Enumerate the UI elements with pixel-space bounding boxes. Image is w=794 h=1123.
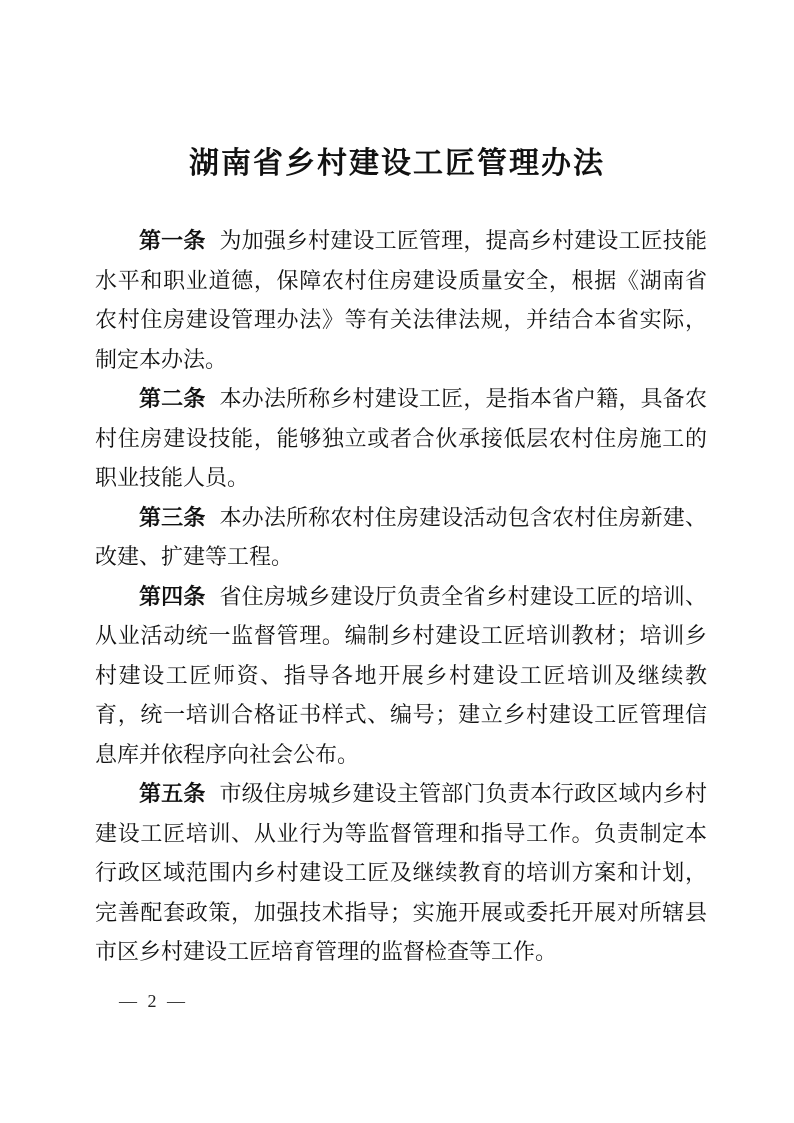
article-1-text: 为加强乡村建设工匠管理，提高乡村建设工匠技能水平和职业道德，保障农村住房建设质量安全，根据《湖南省农村住房建设管理办法》等有关法律法规，并结合本省实际，制定本办法。 — [95, 228, 707, 372]
article-4-label: 第四条 — [139, 583, 206, 609]
article-paragraph-3 — [95, 498, 707, 577]
article-3-label: 第三条 — [139, 504, 206, 530]
page-number: — 2 — — [119, 991, 188, 1011]
document-body — [95, 221, 707, 972]
article-paragraph-4 — [95, 577, 707, 775]
article-1-label: 第一条 — [139, 228, 206, 253]
article-4-text: 省住房城乡建设厅负责全省乡村建设工匠的培训、从业活动统一监督管理。编制乡村建设工匠培训教材；培训乡村建设工匠师资、指导各地开展乡村建设工匠培训及继续教育，统一培训合格证书样式、编号；建立乡村建设工匠管理信息库并依程序向社会公布。 — [95, 583, 707, 767]
article-paragraph-2 — [95, 379, 707, 498]
article-paragraph-5 — [95, 774, 707, 972]
document-title: 湖南省乡村建设工匠管理办法 — [189, 147, 605, 180]
article-5-label: 第五条 — [139, 781, 206, 806]
article-2-label: 第二条 — [139, 386, 206, 411]
article-paragraph-1 — [95, 221, 707, 379]
article-2-text: 本办法所称乡村建设工匠，是指本省户籍，具备农村住房建设技能，能够独立或者合伙承接低层农村住房施工的职业技能人员。 — [95, 386, 707, 490]
article-3-text: 本办法所称农村住房建设活动包含农村住房新建、改建、扩建等工程。 — [95, 504, 707, 569]
article-5-text: 市级住房城乡建设主管部门负责本行政区域内乡村建设工匠培训、从业行为等监督管理和指导工作。负责制定本行政区域范围内乡村建设工匠及继续教育的培训方案和计划，完善配套政策，加强技术指导；实施开展或委托开展对所辖县市区乡村建设工匠培育管理的监督检查等工作。 — [95, 781, 707, 964]
